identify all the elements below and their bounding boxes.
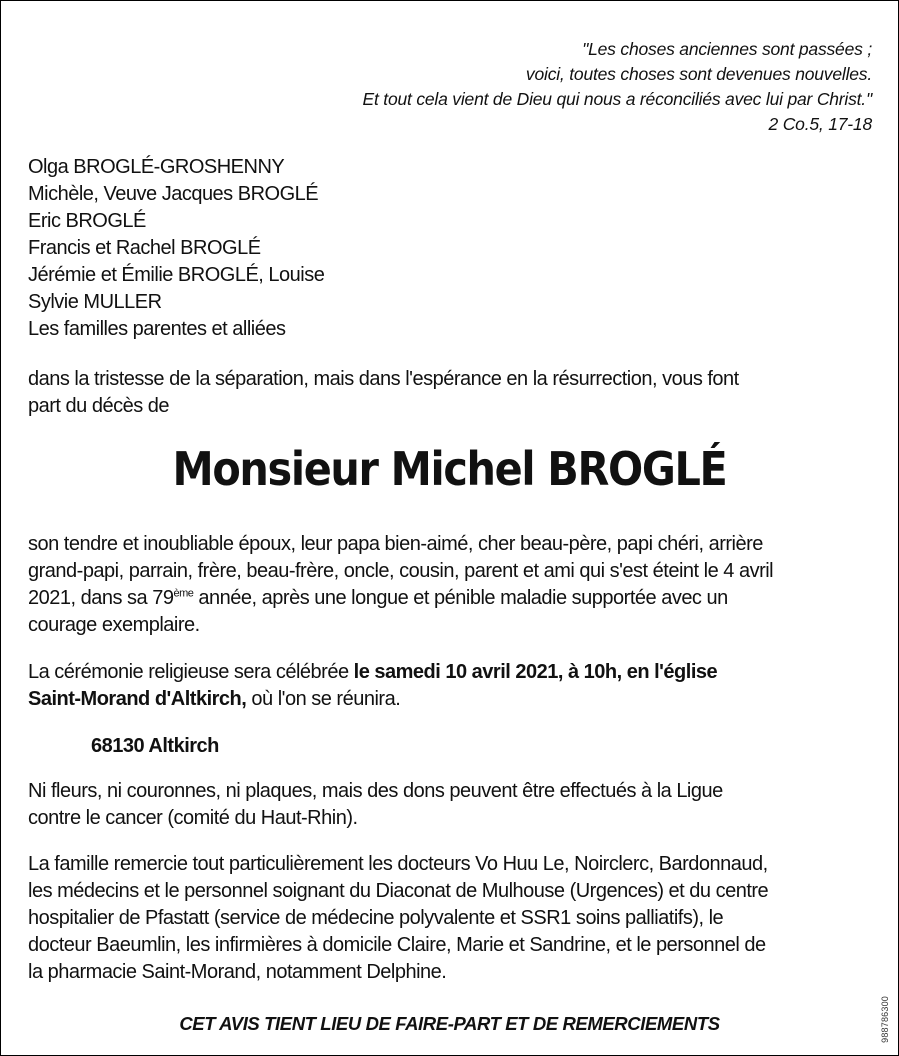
intro-line: dans la tristesse de la séparation, mais dans l'espérance en la résurrection, vous font — [28, 368, 739, 390]
description-text — [28, 531, 773, 639]
family-member: Les familles parentes et alliées — [28, 318, 286, 340]
ceremony-fragment: La cérémonie religieuse sera célébrée — [28, 661, 354, 683]
ceremony-place: Saint-Morand d'Altkirch, — [28, 688, 247, 710]
family-member: Francis et Rachel BROGLÉ — [28, 237, 261, 259]
thanks-line: hospitalier de Pfastatt (service de médecine polyvalente et SSR1 soins palliatifs), le — [28, 907, 724, 929]
family-member: Sylvie MULLER — [28, 291, 162, 313]
deceased-name: Monsieur Michel BROGLÉ — [172, 442, 727, 496]
family-member: Michèle, Veuve Jacques BROGLÉ — [28, 183, 319, 205]
family-member: Eric BROGLÉ — [28, 210, 146, 232]
verse-line: Et tout cela vient de Dieu qui nous a réconciliés avec lui par Christ." — [362, 89, 872, 109]
verse-line: voici, toutes choses sont devenues nouvelles. — [525, 64, 872, 84]
description-line: son tendre et inoubliable époux, leur papa bien-aimé, cher beau-père, papi chéri, arrière — [28, 533, 763, 555]
footer-notice: CET AVIS TIENT LIEU DE FAIRE-PART ET DE REMERCIEMENTS — [179, 1013, 720, 1034]
intro-text — [28, 366, 739, 420]
verse-reference: 2 Co.5, 17-18 — [768, 114, 872, 134]
donation-line: contre le cancer (comité du Haut-Rhin). — [28, 807, 358, 829]
thanks-line: la pharmacie Saint-Morand, notamment Delphine. — [28, 961, 447, 983]
verse-line: "Les choses anciennes sont passées ; — [582, 39, 872, 59]
description-fragment: année, après une longue et pénible maladie supportée avec un — [193, 587, 728, 609]
description-line: courage exemplaire. — [28, 614, 200, 636]
donation-text — [28, 778, 723, 832]
description-fragment: 2021, dans sa 79 — [28, 587, 174, 609]
description-line — [28, 585, 773, 612]
thanks-line: La famille remercie tout particulièrement les docteurs Vo Huu Le, Noirclerc, Bardonnaud, — [28, 853, 768, 875]
thanks-line: les médecins et le personnel soignant du Diaconat de Mulhouse (Urgences) et du centre — [28, 880, 769, 902]
ceremony-fragment: où l'on se réunira. — [246, 688, 401, 710]
ordinal-suffix: ème — [173, 587, 194, 600]
bible-verse — [362, 37, 872, 137]
ceremony-line — [28, 686, 717, 713]
family-member: Jérémie et Émilie BROGLÉ, Louise — [28, 264, 325, 286]
ceremony-text — [28, 659, 717, 713]
reference-number: 988786300 — [880, 996, 890, 1043]
thanks-text — [28, 851, 768, 986]
thanks-line: docteur Baeumlin, les infirmières à domicile Claire, Marie et Sandrine, et le personnel de — [28, 934, 766, 956]
family-member: Olga BROGLÉ-GROSHENNY — [28, 156, 285, 178]
intro-line: part du décès de — [28, 395, 169, 417]
city-address: 68130 Altkirch — [91, 735, 219, 757]
donation-line: Ni fleurs, ni couronnes, ni plaques, mais des dons peuvent être effectués à la Ligue — [28, 780, 723, 802]
ceremony-date: le samedi 10 avril 2021, à 10h, en l'église — [353, 661, 718, 683]
ceremony-line — [28, 659, 717, 686]
description-line: grand-papi, parrain, frère, beau-frère, oncle, cousin, parent et ami qui s'est éteint le 4 avril — [28, 560, 774, 582]
family-list — [28, 154, 324, 343]
